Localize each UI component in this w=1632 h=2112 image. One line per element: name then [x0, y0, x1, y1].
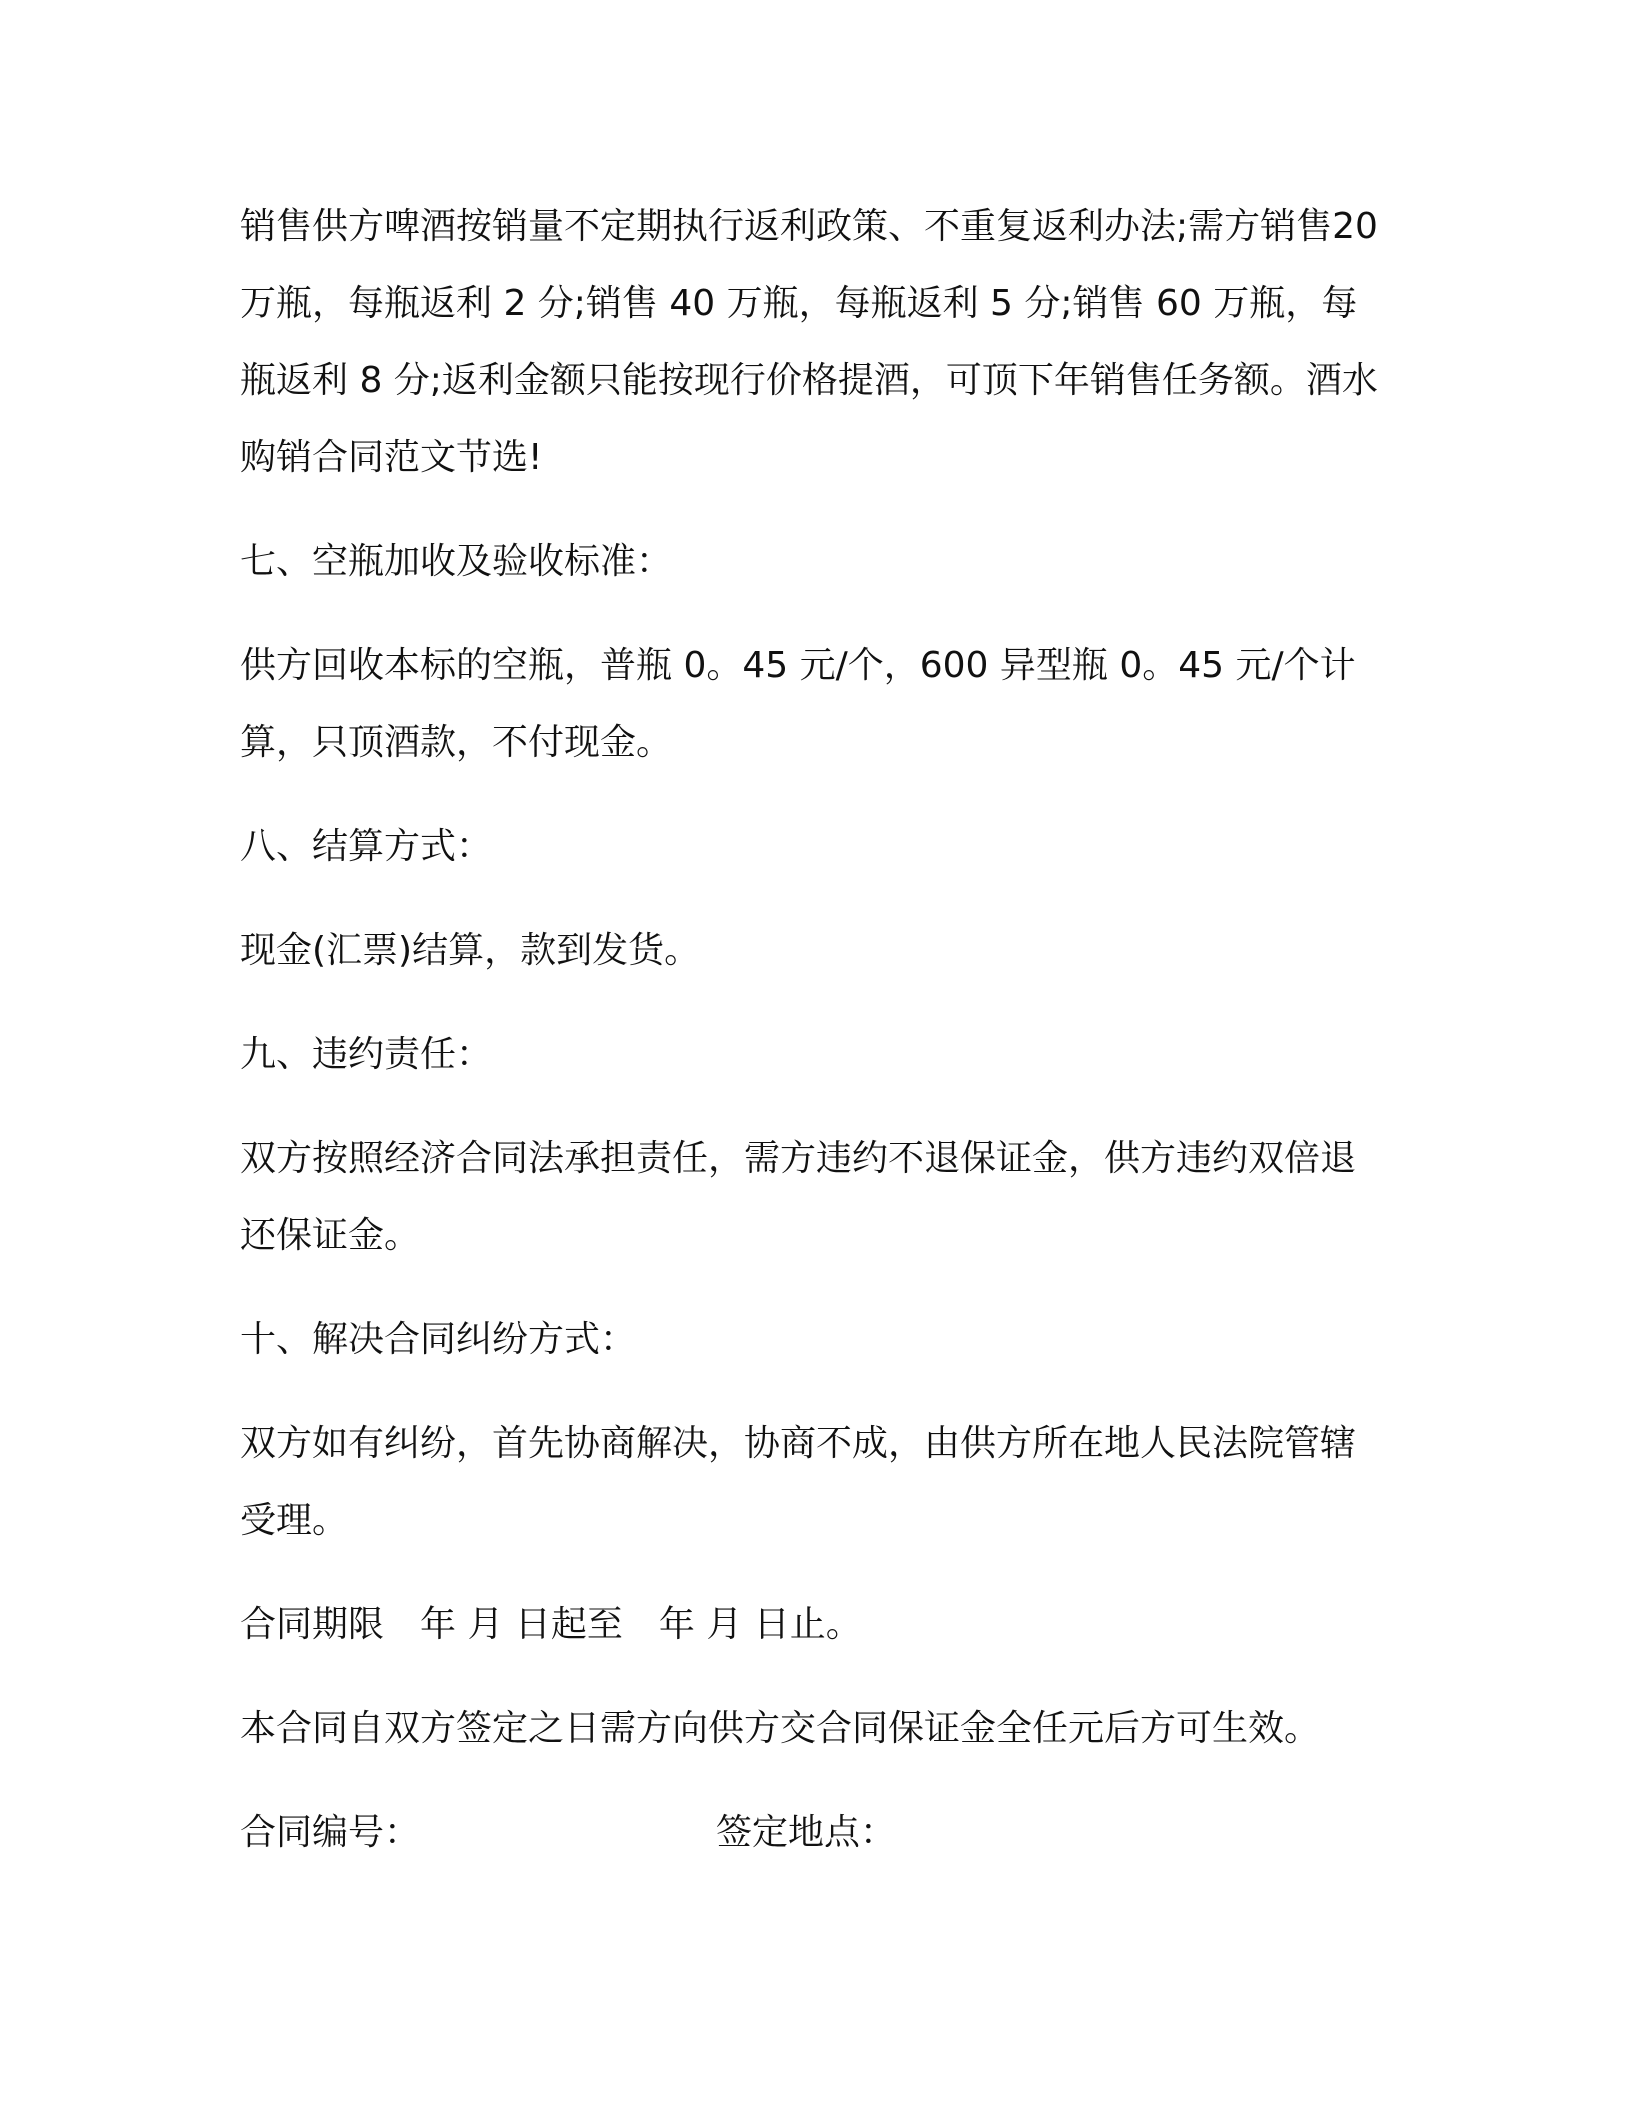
heading-liability: 九、违约责任： [240, 1034, 493, 1075]
document-page [240, 188, 1390, 1871]
contract-number-label: 合同编号： [240, 1812, 421, 1853]
paragraph-effectiveness: 本合同自双方签定之日需方向供方交合同保证金全任元后方可生效。 [240, 1708, 1321, 1749]
paragraph-contract-term: 合同期限 年 月 日起至 年 月 日止。 [240, 1604, 862, 1645]
paragraph-liability: 双方按照经济合同法承担责任，需方违约不退保证金，供方违约双倍退还保证金。 [240, 1138, 1357, 1256]
heading-settlement: 八、结算方式： [240, 826, 493, 867]
paragraph-settlement: 现金(汇票)结算，款到发货。 [240, 930, 701, 971]
heading-empty-bottles: 七、空瓶加收及验收标准： [240, 541, 673, 582]
signature-row [240, 1794, 1390, 1871]
heading-disputes: 十、解决合同纠纷方式： [240, 1319, 637, 1360]
paragraph-disputes: 双方如有纠纷，首先协商解决，协商不成，由供方所在地人民法院管辖受理。 [240, 1423, 1357, 1541]
sign-place-label: 签定地点： [716, 1812, 897, 1853]
paragraph-bottle-recovery: 供方回收本标的空瓶，普瓶 0。45 元/个，600 异型瓶 0。45 元/个计算，只顶酒款，不付现金。 [240, 645, 1356, 763]
paragraph-rebate-policy: 销售供方啤酒按销量不定期执行返利政策、不重复返利办法;需方销售20 万瓶，每瓶返利 2 分;销售 40 万瓶，每瓶返利 5 分;销售 60 万瓶，每瓶返利 8 分;返利金额只能按现行价格提酒，可顶下年销售任务额。酒水购销合同范文节选! [240, 206, 1390, 478]
